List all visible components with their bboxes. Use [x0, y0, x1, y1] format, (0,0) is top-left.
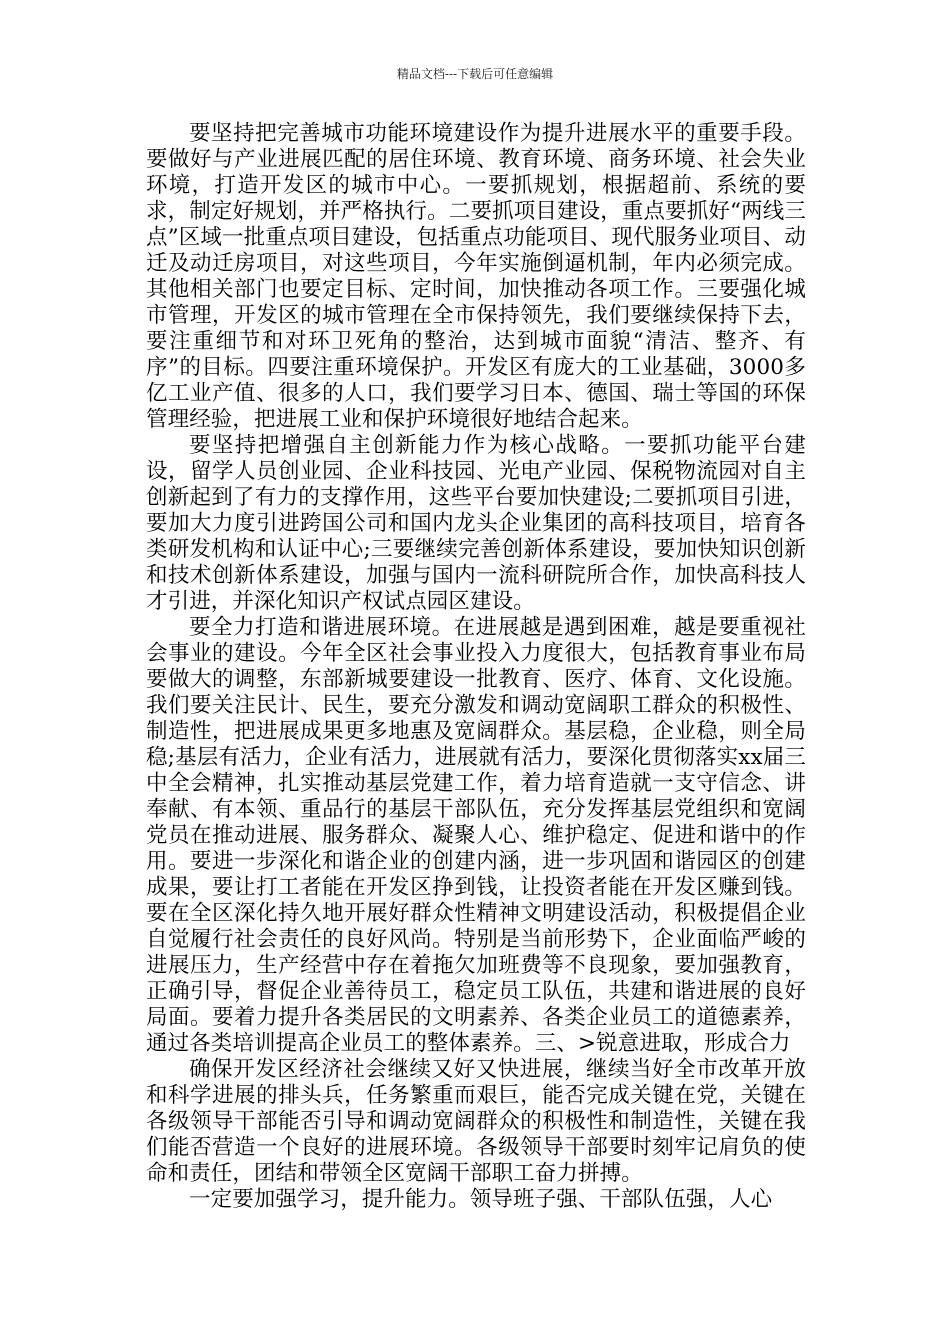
page-header: 精品文档---下载后可任意编辑 [396, 67, 554, 81]
paragraph-harmony: 要全力打造和谐进展环境。在进展越是遇到困难，越是要重视社会事业的建设。今年全区社会事业投入力度很大，包括教育事业布局要做大的调整，东部新城要建设一批教育、医疗、体育、文化设施。我们要关注民计、民生，要充分激发和调动宽阔职工群众的积极性、制造性，把进展成果更多地惠及宽阔群众。基层稳，企业稳，则全局稳;基层有活力，企业有活力，进展就有活力，要深化贯彻落实xx届三中全会精神，扎实推动基层党建工作，着力培育造就一支守信念、讲奉献、有本领、重品行的基层干部队伍，充分发挥基层党组织和宽阔党员在推动进展、服务群众、凝聚人心、维护稳定、促进和谐中的作用。要进一步深化和谐企业的创建内涵，进一步巩固和谐园区的创建成果，要让打工者能在开发区挣到钱，让投资者能在开发区赚到钱。要在全区深化持久地开展好群众性精神文明建设活动，积极提倡企业自觉履行社会责任的良好风尚。特别是当前形势下，企业面临严峻的进展压力，生产经营中存在着拖欠加班费等不良现象，要加强教育，正确引导，督促企业善待员工，稳定员工队伍，共建和谐进展的良好局面。要着力提升各类居民的文明素养、各类企业员工的道德素养，通过各类培训提高企业员工的整体素养。三、>锐意进取，形成合力 [146, 615, 806, 1056]
paragraph-innovation: 要坚持把增强自主创新能力作为核心战略。一要抓功能平台建设，留学人员创业园、企业科技园、光电产业园、保税物流园对自主创新起到了有力的支撑作用，这些平台要加快建设;二要抓项目引进，要加大力度引进跨国公司和国内龙头企业集团的高科技项目，培育各类研发机构和认证中心;三要继续完善创新体系建设，要加快知识创新和技术创新体系建设，加强与国内一流科研院所合作，加快高科技人才引进，并深化知识产权试点园区建设。 [146, 433, 806, 614]
paragraph-mission: 确保开发区经济社会继续又好又快进展，继续当好全市改革开放和科学进展的排头兵，任务繁重而艰巨，能否完成关键在党，关键在各级领导干部能否引导和调动宽阔群众的积极性和制造性，关键在我们能否营造一个良好的进展环境。各级领导干部要时刻牢记肩负的使命和责任，团结和带领全区宽阔干部职工奋力拼搏。 [146, 1057, 806, 1186]
paragraph-urban-environment: 要坚持把完善城市功能环境建设作为提升进展水平的重要手段。要做好与产业进展匹配的居住环境、教育环境、商务环境、社会失业环境，打造开发区的城市中心。一要抓规划，根据超前、系统的要求，制定好规划，并严格执行。二要抓项目建设，重点要抓好“两线三点”区域一批重点项目建设，包括重点功能项目、现代服务业项目、动迁及动迁房项目，对这些项目，今年实施倒逼机制，年内必须完成。其他相关部门也要定目标、定时间，加快推动各项工作。三要强化城市管理，开发区的城市管理在全市保持领先，我们要继续保持下去，要注重细节和对环卫死角的整治，达到城市面貌“清洁、整齐、有序”的目标。四要注重环境保护。开发区有庞大的工业基础，3000多亿工业产值、很多的人口，我们要学习日本、德国、瑞士等国的环保管理经验，把进展工业和保护环境很好地结合起来。 [146, 121, 806, 432]
document-body [146, 121, 806, 1213]
paragraph-learning: 一定要加强学习，提升能力。领导班子强、干部队伍强，人心 [189, 1187, 773, 1212]
